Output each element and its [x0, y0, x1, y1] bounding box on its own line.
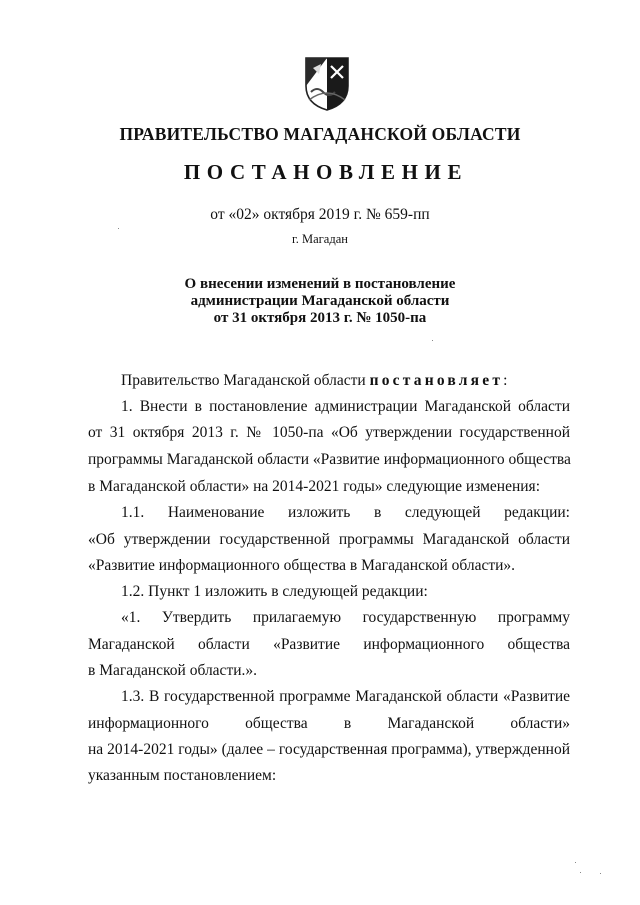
body-line: 1.2. Пункт 1 изложить в следующей редакции: — [121, 583, 428, 600]
preamble — [121, 372, 581, 390]
body-line: «1. Утвердить прилагаемую государственную программу — [121, 609, 570, 626]
body-line: 1. Внести в постановление администрации Магаданской области — [121, 398, 570, 415]
document-city: г. Магадан — [292, 232, 348, 246]
scan-speck — [118, 228, 119, 229]
body-line: 1.1. Наименование изложить в следующей редакции: — [121, 504, 570, 521]
preamble-text: Правительство Магаданской области — [121, 372, 370, 389]
body-line: на 2014-2021 годы» (далее – государственная программа), утвержденной — [88, 741, 570, 758]
scan-speck — [600, 873, 601, 874]
subject-line: администрации Магаданской области — [190, 293, 450, 309]
body-line: указанным постановлением: — [88, 767, 277, 784]
government-name: ПРАВИТЕЛЬСТВО МАГАДАНСКОЙ ОБЛАСТИ — [119, 124, 521, 144]
body-line: в Магаданской области.». — [88, 662, 258, 679]
body-line: Магаданской области «Развитие информационного общества — [88, 636, 570, 653]
scan-speck — [575, 862, 576, 863]
body-line: информационного общества в Магаданской области» — [88, 715, 570, 732]
body-line: «Развитие информационного общества в Магаданской области». — [88, 557, 516, 574]
document-type: ПОСТАНОВЛЕНИЕ — [183, 160, 469, 184]
document-date-number: от «02» октября 2019 г. № 659-пп — [210, 206, 430, 223]
body-line: программы Магаданской области «Развитие информационного общества — [88, 451, 571, 468]
subject-line: от 31 октября 2013 г. № 1050-па — [213, 310, 427, 326]
scan-speck — [580, 872, 581, 873]
decree-word: постановляет — [369, 372, 504, 389]
preamble-colon: : — [503, 372, 508, 389]
body-line: в Магаданской области» на 2014-2021 годы» следующие изменения: — [88, 478, 540, 495]
scan-speck — [432, 340, 433, 341]
body-line: от 31 октября 2013 г. № 1050-па «Об утверждении государственной — [88, 424, 570, 441]
body-line: «Об утверждении государственной программы Магаданской области — [88, 531, 570, 548]
document-subject — [0, 276, 640, 327]
subject-line: О внесении изменений в постановление — [184, 276, 456, 292]
magadan-coat-of-arms-icon — [303, 56, 351, 112]
body-line: 1.3. В государственной программе Магаданской области «Развитие — [121, 688, 570, 705]
